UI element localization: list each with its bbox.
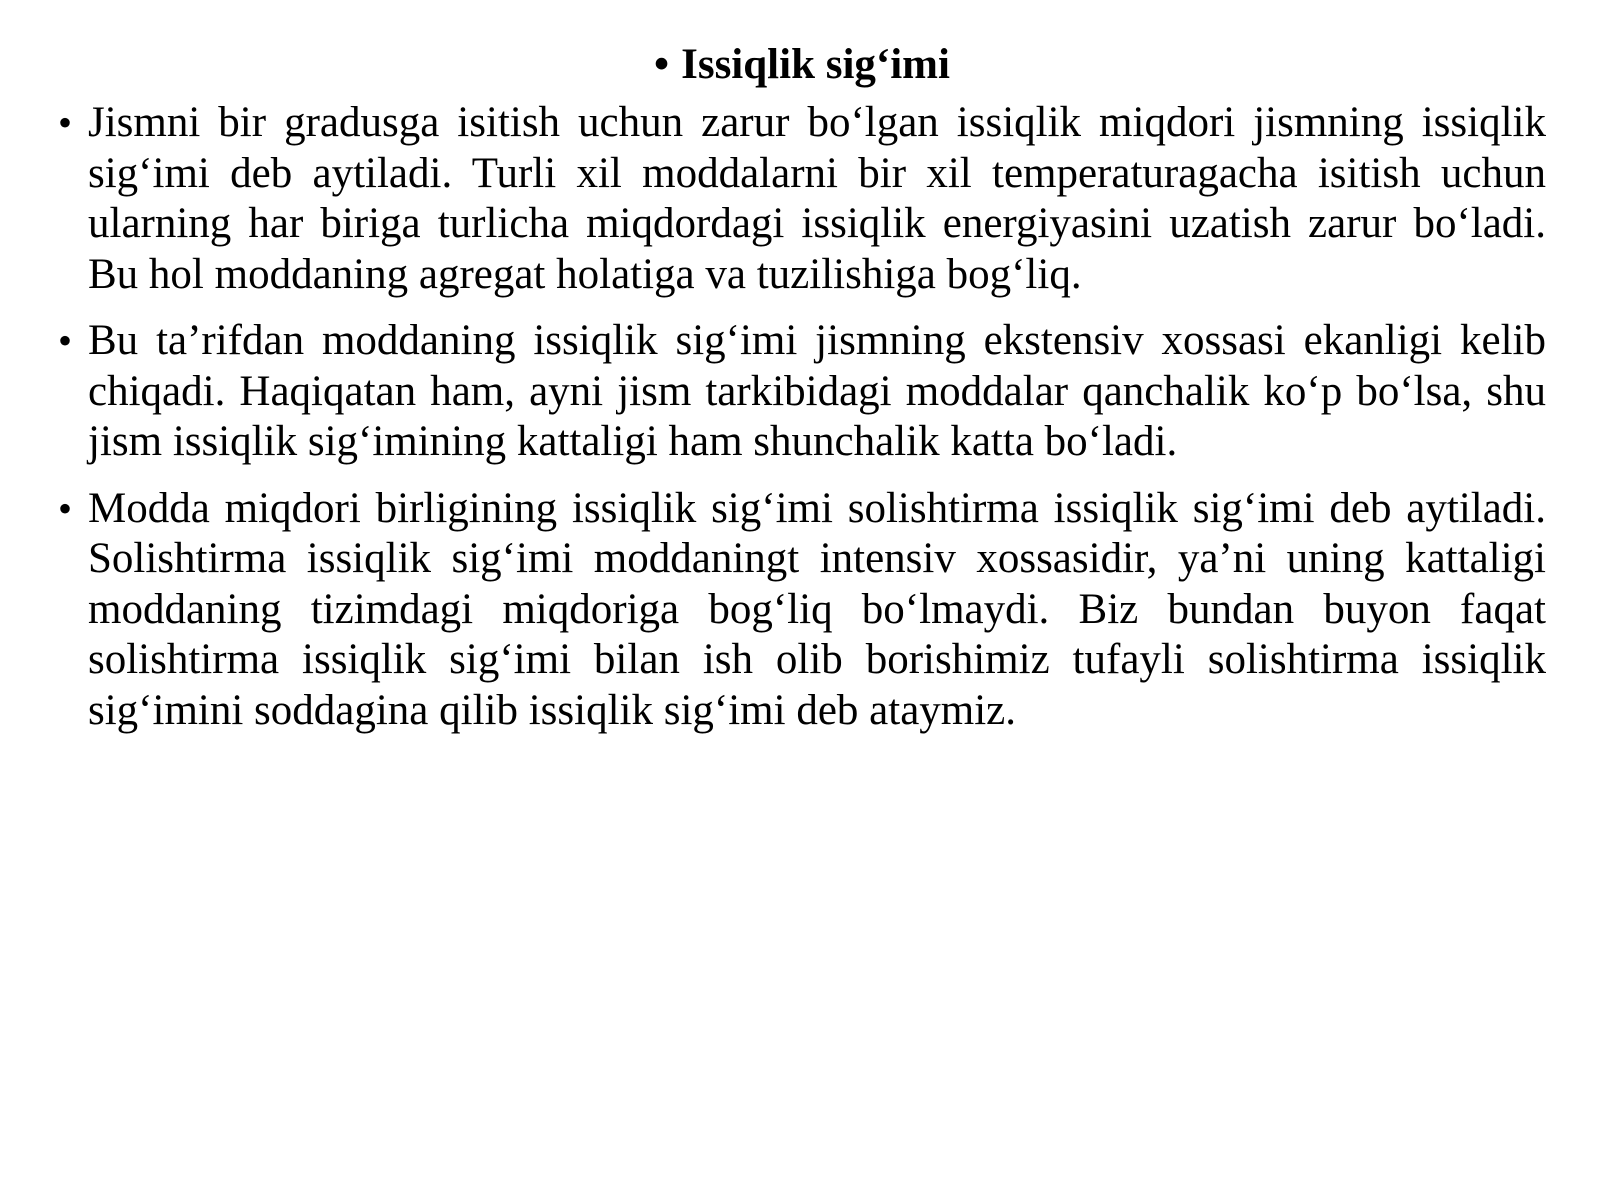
bullet-icon: • bbox=[58, 318, 73, 363]
paragraph-text: Modda miqdori birligining issiqlik sig‘imi solishtirma issiqlik sig‘imi deb aytiladi. Solishtirma issiqlik sig‘imi moddaningt intensiv xossasidir, ya’ni uning kattaligi moddaning tizimdagi miqdoriga bog‘liq bo‘lmaydi. Biz bundan buyon faqat solishtirma issiqlik sig‘imi bilan ish olib borishimiz tufayli solishtirma issiqlik sig‘imini soddagina qilib issiqlik sig‘imi deb ataymiz. bbox=[88, 484, 1546, 734]
paragraph-text: Jismni bir gradusga isitish uchun zarur bo‘lgan issiqlik miqdori jismning issiqlik sig‘imi deb aytiladi. Turli xil moddalarni bir xil temperaturagacha isitish uchun ularning har biriga turlicha miqdordagi issiqlik energiyasini uzatish zarur bo‘ladi. Bu hol moddaning agregat holatiga va tuzilishiga bog‘liq. bbox=[88, 99, 1546, 298]
list-item bbox=[58, 484, 1546, 737]
list-item bbox=[58, 316, 1546, 468]
bullet-icon: • bbox=[58, 100, 73, 145]
slide-title bbox=[58, 40, 1546, 90]
bullet-list bbox=[58, 98, 1546, 736]
title-bullet-icon: • bbox=[654, 41, 670, 88]
list-item bbox=[58, 98, 1546, 300]
title-text: Issiqlik sig‘imi bbox=[681, 41, 950, 88]
paragraph-text: Bu ta’rifdan moddaning issiqlik sig‘imi jismning ekstensiv xossasi ekanligi kelib chiqadi. Haqiqatan ham, ayni jism tarkibidagi moddalar qanchalik ko‘p bo‘lsa, shu jism issiqlik sig‘imining kattaligi ham shunchalik katta bo‘ladi. bbox=[88, 317, 1546, 465]
bullet-icon: • bbox=[58, 485, 73, 531]
